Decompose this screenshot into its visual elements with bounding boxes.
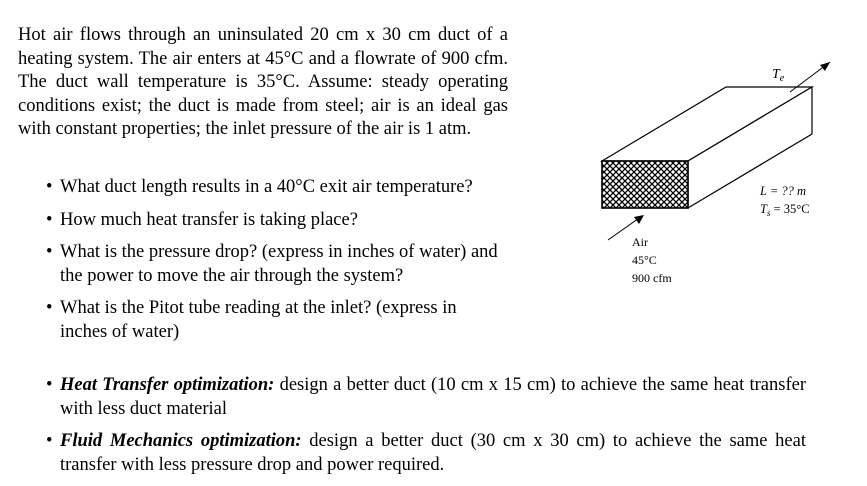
bullet-icon: • [46,177,53,197]
problem-statement: Hot air flows through an uninsulated 20 cm x 30 cm duct of a heating system. The air enters at 45°C and a flowrate of 900 cfm. The duct wall temperature is 35°C. Assume: steady operating conditions exist; the duct is made from steel; air is an ideal gas with constant properties; the inlet pressure of the air is 1 atm. [18,25,508,139]
length-label: L = ?? m [760,184,807,198]
bullet-icon: • [46,298,53,318]
question-list [46,176,508,353]
exit-arrow-head-icon [820,62,830,71]
question-text: How much heat transfer is taking place? [60,209,358,230]
bullet-icon: • [46,209,53,230]
question-item [46,209,508,233]
duct-inlet-face [602,161,688,208]
question-item [46,176,508,200]
bullet-icon: • [46,242,53,262]
duct-diagram-svg [580,40,840,290]
inlet-label-flow: 900 cfm [632,271,672,285]
exit-temp-label: $T_e$ [772,67,785,84]
bullet-icon: • [46,431,53,451]
surface-temp-label: $T_s = 35^\circ C$ [760,202,810,218]
question-text: What is the pressure drop? (express in inches of water) and the power to move the air through the system? [60,242,498,286]
inlet-arrow-head-icon [634,215,644,224]
question-text: What is the Pitot tube reading at the inlet? (express in inches of water) [60,298,457,342]
inlet-label-temp: 45°C [632,253,657,267]
optimization-item [46,374,806,421]
optimization-item [46,430,806,477]
optimization-list [46,374,806,486]
question-item [46,241,508,288]
optimization-lead: Fluid Mechanics optimization: [60,431,302,451]
optimization-body: design a better duct (30 cm x 30 cm) to achieve the same heat transfer with less pressure drop and power required. [60,431,806,475]
optimization-body: design a better duct (10 cm x 15 cm) to achieve the same heat transfer with less duct material [60,375,806,419]
duct-diagram [580,40,840,290]
optimization-text [60,374,806,421]
bullet-icon: • [46,375,53,395]
inlet-label-air: Air [632,235,648,249]
optimization-text [60,430,806,477]
optimization-lead: Heat Transfer optimization: [60,375,275,395]
question-text: What duct length results in a 40°C exit air temperature? [60,177,473,197]
question-item [46,297,508,344]
